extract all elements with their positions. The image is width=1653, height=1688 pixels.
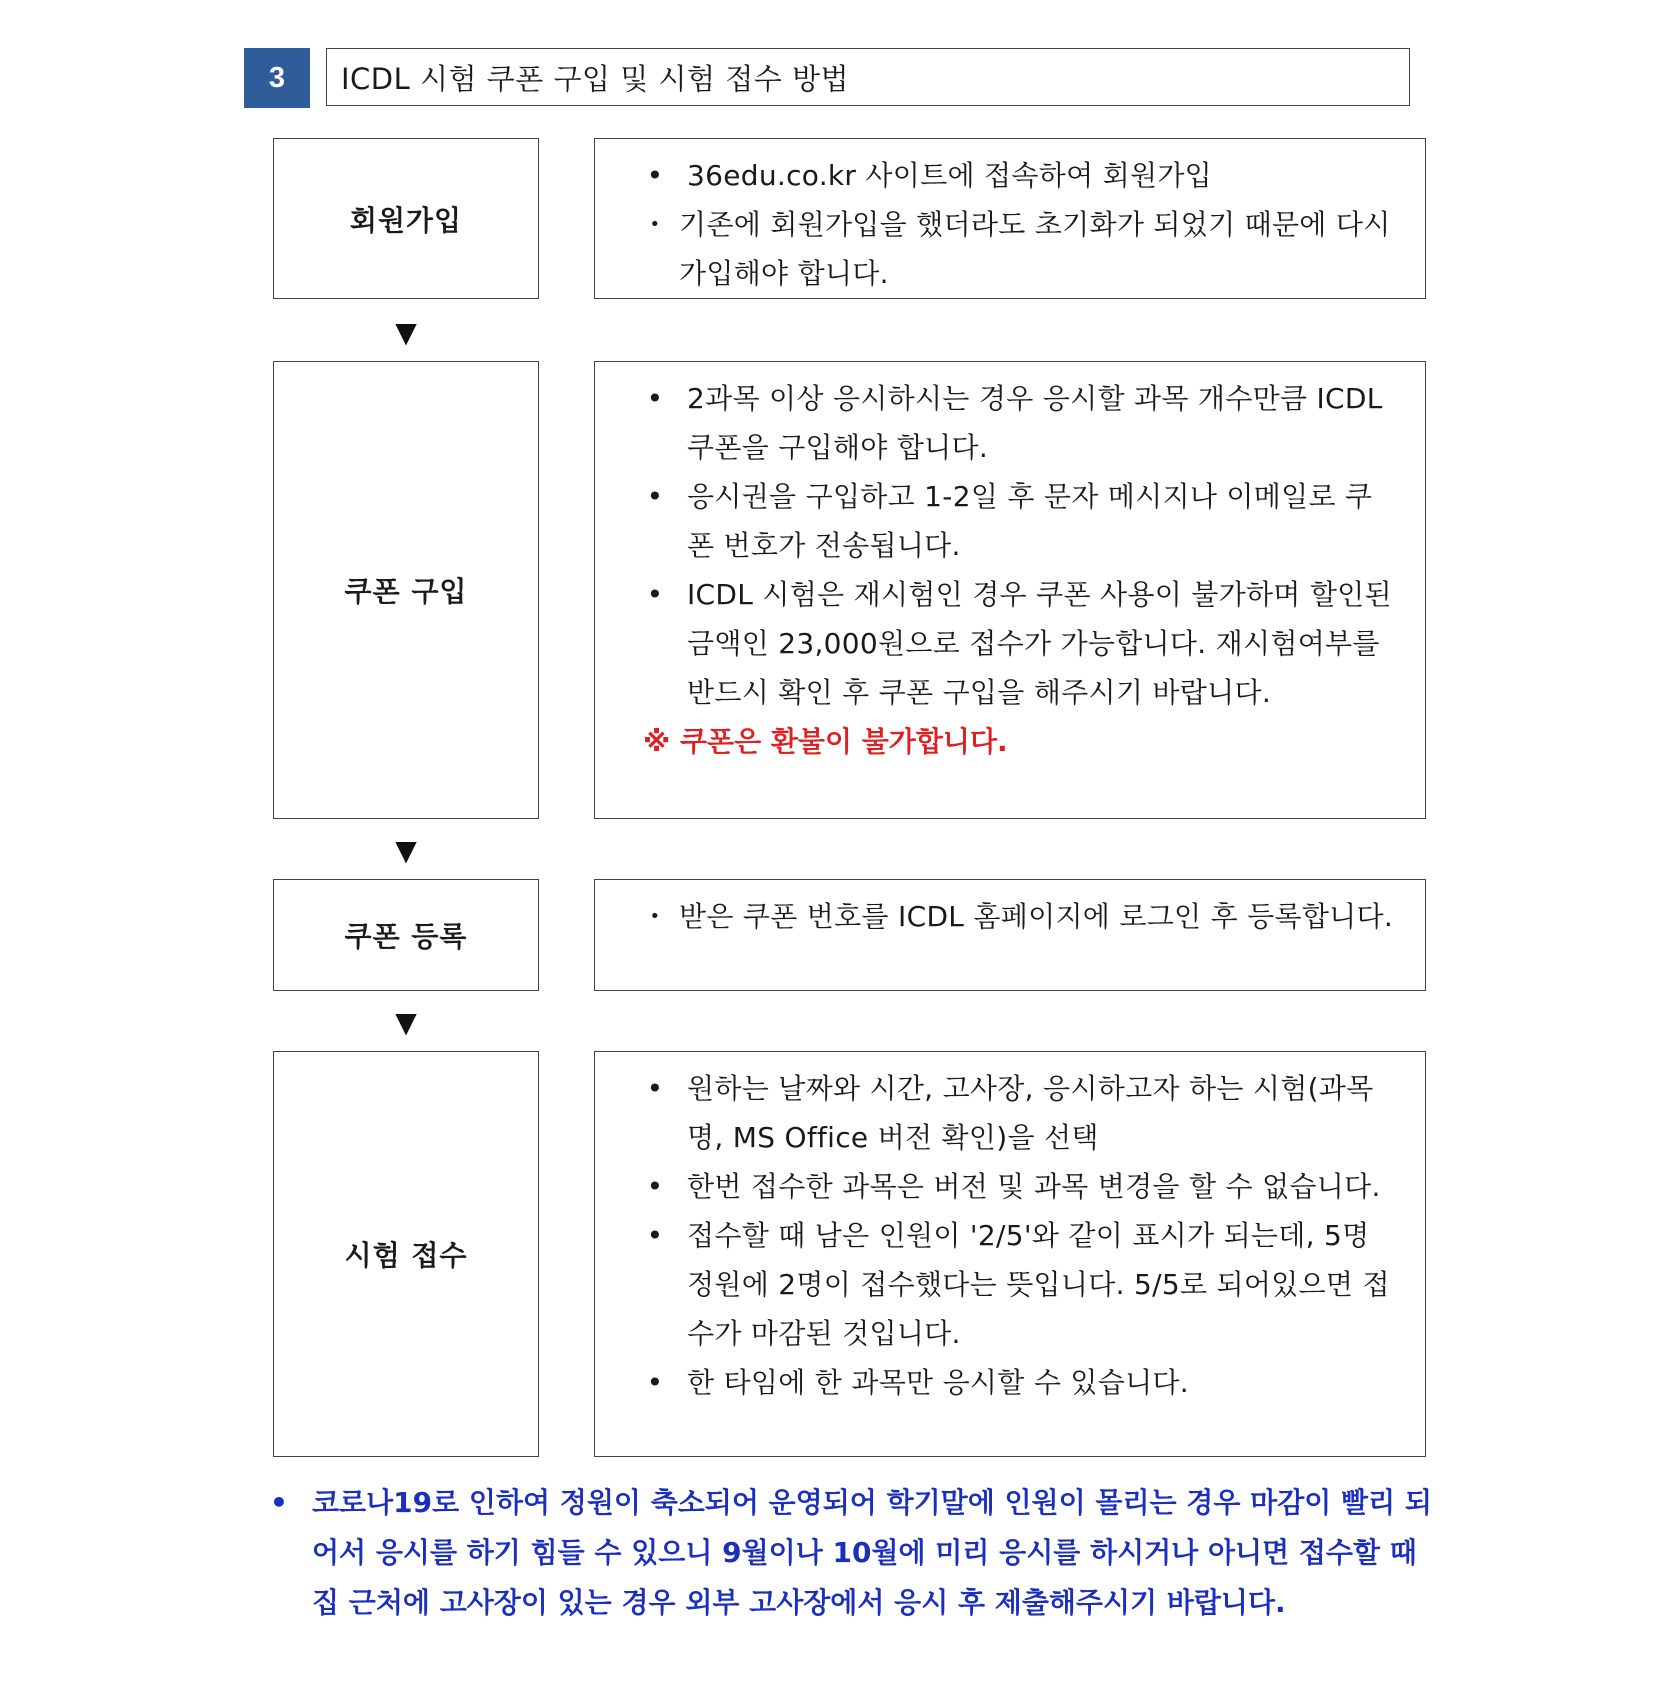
section-number-badge: 3 — [244, 48, 310, 108]
list-item — [643, 892, 1395, 941]
item-text: 2과목 이상 응시하시는 경우 응시할 과목 개수만큼 ICDL쿠폰을 구입해야 합니다. — [687, 382, 1383, 464]
item-text: 접수할 때 남은 인원이 '2/5'와 같이 표시가 되는데, 5명 정원에 2명이 접수했다는 뜻입니다. 5/5로 되어있으면 접수가 마감된 것입니다. — [687, 1219, 1390, 1350]
item-text: 응시권을 구입하고 1-2일 후 문자 메시지나 이메일로 쿠폰 번호가 전송됩니다. — [687, 480, 1373, 562]
step-label-exam-registration: 시험 접수 — [273, 1051, 539, 1457]
list-item — [643, 1064, 1395, 1162]
list-item — [643, 1162, 1395, 1211]
bullet-icon: • — [646, 159, 664, 192]
bullet-icon: • — [649, 214, 661, 235]
down-arrow-icon: ▼ — [395, 316, 417, 349]
step-content-signup — [594, 138, 1426, 299]
item-text: 한번 접수한 과목은 버전 및 과목 변경을 할 수 없습니다. — [687, 1170, 1381, 1203]
item-text: 36edu.co.kr 사이트에 접속하여 회원가입 — [687, 159, 1213, 192]
item-text: 원하는 날짜와 시간, 고사장, 응시하고자 하는 시험(과목명, MS Office 버전 확인)을 선택 — [687, 1072, 1374, 1154]
list-item — [643, 1211, 1395, 1358]
down-arrow-icon: ▼ — [395, 1006, 417, 1039]
step-label-coupon-register: 쿠폰 등록 — [273, 879, 539, 991]
list-item — [643, 374, 1395, 472]
list-item — [643, 200, 1395, 298]
bullet-icon: • — [649, 906, 661, 927]
refund-warning-note: ※ 쿠폰은 환불이 불가합니다. — [643, 725, 1008, 758]
item-text: 한 타임에 한 과목만 응시할 수 있습니다. — [687, 1366, 1189, 1399]
bullet-icon: • — [646, 1366, 664, 1399]
list-item — [643, 570, 1395, 717]
bullet-icon: • — [270, 1486, 288, 1519]
bullet-icon: • — [646, 1072, 664, 1105]
bullet-icon: • — [646, 578, 664, 611]
down-arrow-icon: ▼ — [395, 834, 417, 867]
step-label-coupon-purchase: 쿠폰 구입 — [273, 361, 539, 819]
step-content-exam-registration — [594, 1051, 1426, 1457]
item-text: 받은 쿠폰 번호를 ICDL 홈페이지에 로그인 후 등록합니다. — [679, 900, 1394, 933]
bullet-icon: • — [646, 1219, 664, 1252]
step-content-coupon-register — [594, 879, 1426, 991]
item-text: ICDL 시험은 재시험인 경우 쿠폰 사용이 불가하며 할인된 금액인 23,000원으로 접수가 가능합니다. 재시험여부를 반드시 확인 후 쿠폰 구입을 해주시기 바랍니다. — [687, 578, 1392, 709]
list-item — [643, 151, 1395, 200]
bullet-icon: • — [646, 480, 664, 513]
step-label-signup: 회원가입 — [273, 138, 539, 299]
step-content-coupon-purchase — [594, 361, 1426, 819]
bullet-icon: • — [646, 382, 664, 415]
notice-text: 코로나19로 인하여 정원이 축소되어 운영되어 학기말에 인원이 몰리는 경우 마감이 빨리 되어서 응시를 하기 힘들 수 있으니 9월이나 10월에 미리 응시를 하시거나 아니면 접수할 때 집 근처에 고사장이 있는 경우 외부 고사장에서 응시 후 제출해주시기 바랍니다. — [312, 1486, 1432, 1619]
section-title: ICDL 시험 쿠폰 구입 및 시험 접수 방법 — [326, 48, 1410, 106]
item-text: 기존에 회원가입을 했더라도 초기화가 되었기 때문에 다시 가입해야 합니다. — [679, 208, 1391, 290]
list-item — [643, 1358, 1395, 1407]
list-item — [643, 472, 1395, 570]
bullet-icon: • — [646, 1170, 664, 1203]
covid-notice — [262, 1478, 1432, 1628]
